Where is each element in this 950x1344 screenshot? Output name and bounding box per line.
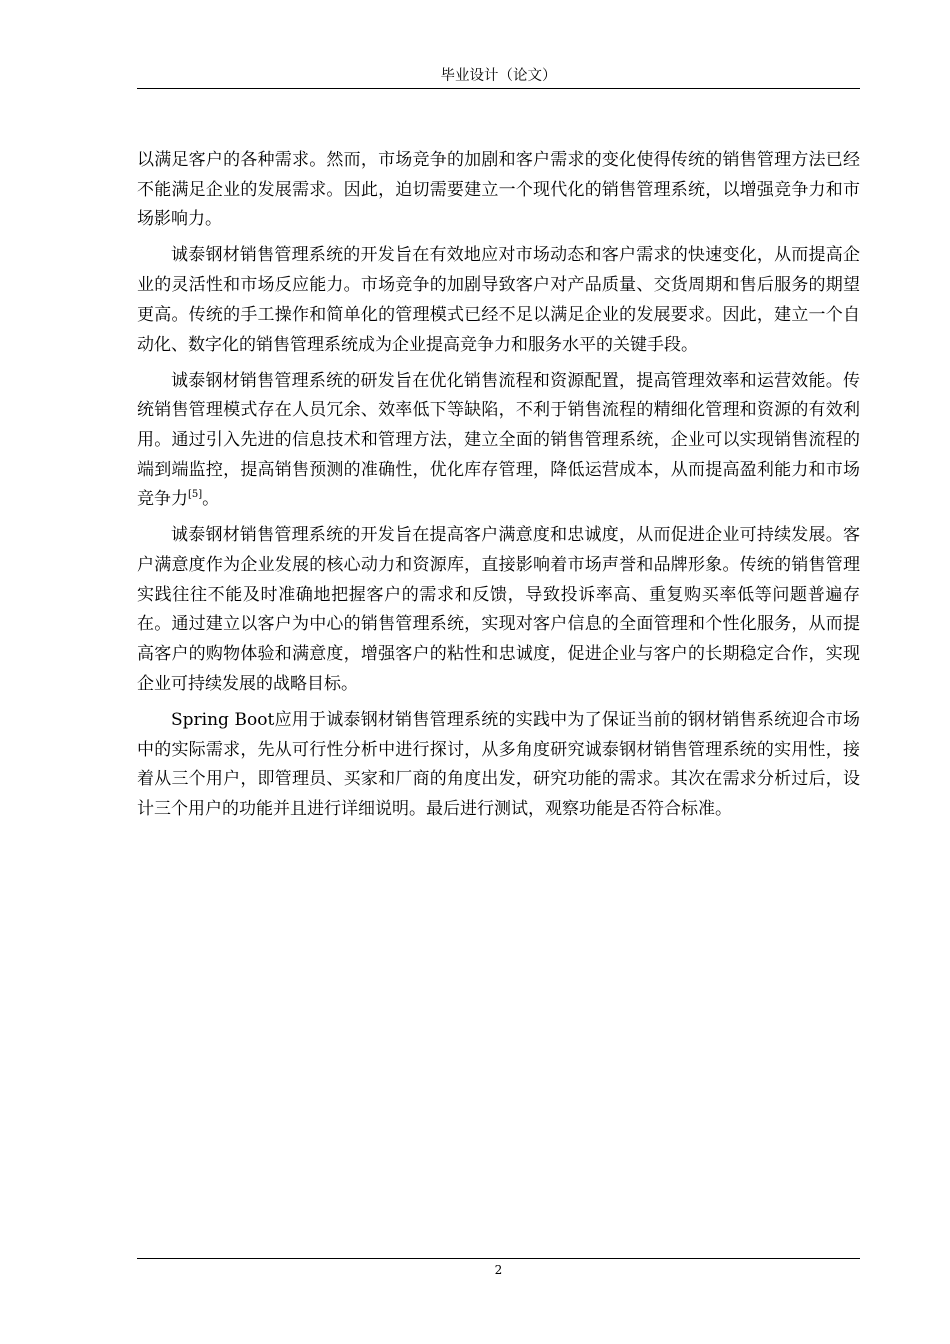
page-number: 2 xyxy=(494,1263,503,1277)
paragraph-tail: 。 xyxy=(202,489,220,510)
paragraph-customer-satisfaction xyxy=(137,521,860,699)
document-body xyxy=(137,146,860,831)
paragraph-text: 诚泰钢材销售管理系统的研发旨在优化销售流程和资源配置，提高管理效率和运营效能。传统销售管理模式存在人员冗余、效率低下等缺陷，不利于销售流程的精细化管理和资源的有效利用。通过引入先进的信息技术和管理方法，建立全面的销售管理系统，企业可以实现销售流程的端到端监控，提高销售预测的准确性，优化库存管理，降低运营成本，从而提高盈利能力和市场竞争力 xyxy=(137,370,860,510)
page-footer xyxy=(137,1258,860,1279)
paragraph-text: 诚泰钢材销售管理系统的开发旨在提高客户满意度和忠诚度，从而促进企业可持续发展。客户满意度作为企业发展的核心动力和资源库，直接影响着市场声誉和品牌形象。传统的销售管理实践往往不能及时准确地把握客户的需求和反馈，导致投诉率高、重复购买率低等问题普遍存在。通过建立以客户为中心的销售管理系统，实现对客户信息的全面管理和个性化服务，从而提高客户的购物体验和满意度，增强客户的粘性和忠诚度，促进企业与客户的长期稳定合作，实现企业可持续发展的战略目标。 xyxy=(137,525,860,694)
paragraph-development-goal xyxy=(137,241,860,360)
paragraph-text: 诚泰钢材销售管理系统的开发旨在有效地应对市场动态和客户需求的快速变化，从而提高企业的灵活性和市场反应能力。市场竞争的加剧导致客户对产品质量、交货周期和售后服务的期望更高。传统的手工操作和简单化的管理模式已经不足以满足企业的发展要求。因此，建立一个自动化、数字化的销售管理系统成为企业提高竞争力和服务水平的关键手段。 xyxy=(137,245,860,355)
paragraph-continuation xyxy=(137,146,860,235)
paragraph-text: Spring Boot应用于诚泰钢材销售管理系统的实践中为了保证当前的钢材销售系统迎合市场中的实际需求，先从可行性分析中进行探讨，从多角度研究诚泰钢材销售管理系统的实用性，接着从三个用户，即管理员、买家和厂商的角度出发，研究功能的需求。其次在需求分析过后，设计三个用户的功能并且进行详细说明。最后进行测试，观察功能是否符合标准。 xyxy=(137,709,860,819)
page-header xyxy=(137,66,860,89)
header-title: 毕业设计（论文） xyxy=(440,68,557,84)
paragraph-spring-boot xyxy=(137,706,860,825)
paragraph-text: 以满足客户的各种需求。然而，市场竞争的加剧和客户需求的变化使得传统的销售管理方法已经不能满足企业的发展需求。因此，迫切需要建立一个现代化的销售管理系统，以增强竞争力和市场影响力。 xyxy=(137,150,860,230)
citation-reference: [5] xyxy=(188,489,203,501)
paragraph-research-goal xyxy=(137,367,860,516)
